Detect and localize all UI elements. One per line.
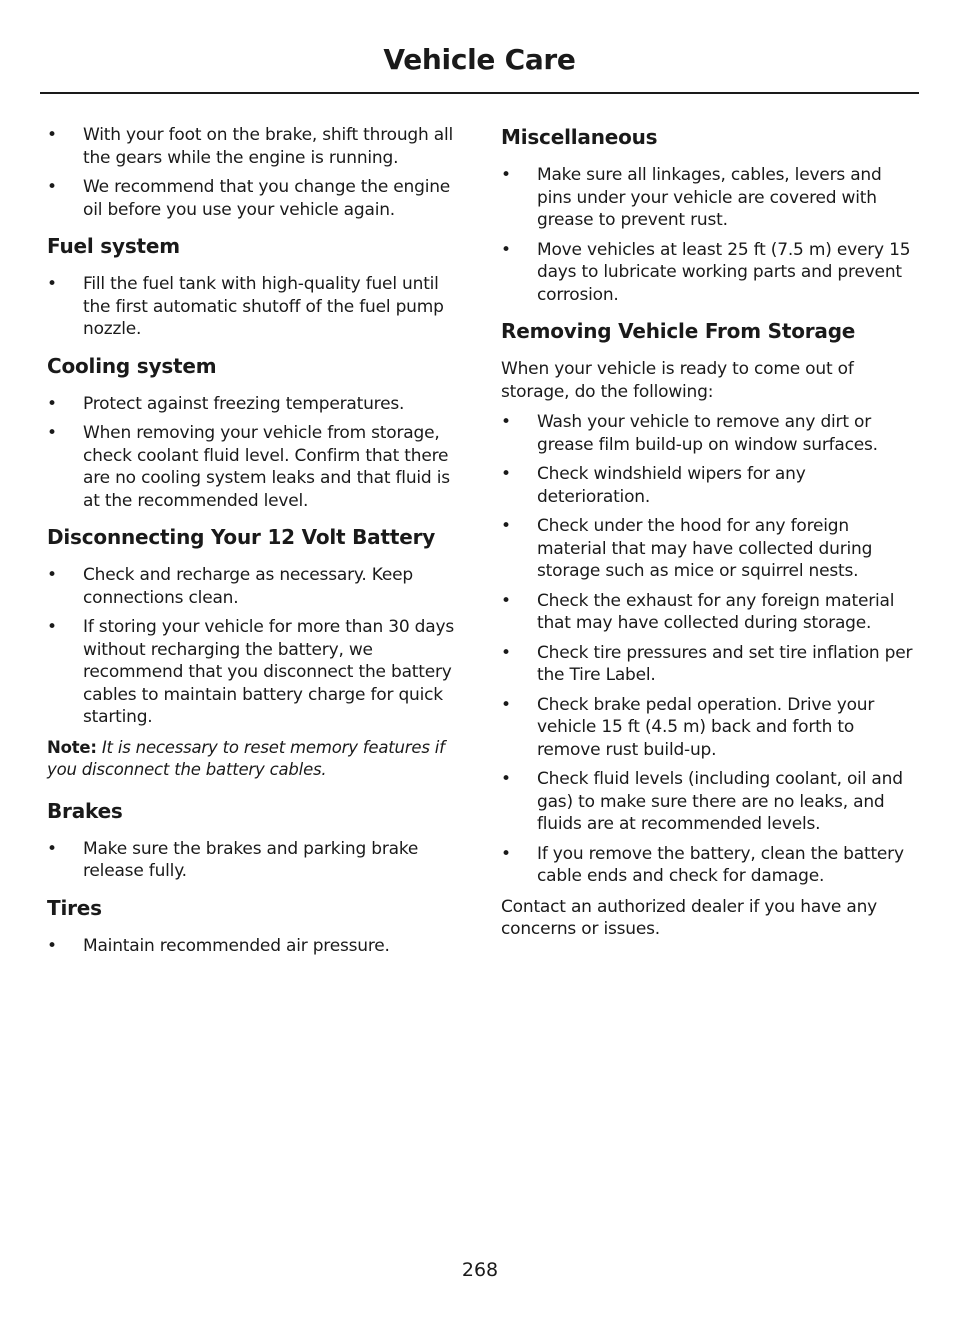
- list-item: • Fill the fuel tank with high-quality fuel until the first automatic shutoff of the fuel pump nozzle.: [47, 274, 444, 339]
- bullet-icon: •: [501, 843, 511, 864]
- removing-section: [501, 318, 915, 941]
- left-column: [47, 124, 462, 969]
- removing-closing: Contact an authorized dealer if you have any concerns or issues.: [501, 896, 878, 939]
- bullet-icon: •: [501, 642, 511, 663]
- bullet-icon: •: [47, 565, 57, 585]
- page-title: Vehicle Care: [383, 43, 576, 76]
- bullet-icon: •: [501, 239, 511, 260]
- list-item: • Move vehicles at least 25 ft (7.5 m) every 15 days to lubricate working parts and prevent corrosion.: [501, 239, 911, 305]
- list-item: • Check and recharge as necessary. Keep connections clean.: [47, 565, 413, 608]
- bullet-icon: •: [501, 165, 511, 185]
- bullet-icon: •: [47, 177, 57, 197]
- list-item: • If storing your vehicle for more than 30 days without recharging the battery, we recommend that you disconnect the battery cables to maintain battery charge for quick starting.: [47, 617, 455, 727]
- bullet-icon: •: [47, 935, 57, 956]
- list-item: • Make sure the brakes and parking brake release fully.: [47, 838, 419, 881]
- right-column: [501, 124, 915, 953]
- intro-section: [47, 124, 462, 221]
- bullet-icon: •: [47, 393, 57, 414]
- bullet-icon: •: [47, 838, 57, 859]
- tires-section: [47, 895, 462, 958]
- tires-bullet-list: [47, 935, 462, 958]
- bullet-icon: •: [47, 617, 57, 637]
- bullet-icon: •: [501, 412, 511, 432]
- list-item: • Check tire pressures and set tire inflation per the Tire Label.: [501, 642, 913, 685]
- list-item: • We recommend that you change the engine oil before you use your vehicle again.: [47, 177, 451, 220]
- section-heading: Brakes: [47, 798, 123, 823]
- list-item: • Check windshield wipers for any deterioration.: [501, 464, 806, 507]
- bullet-icon: •: [501, 516, 511, 536]
- bullet-icon: •: [501, 590, 511, 611]
- battery-section: [47, 524, 462, 782]
- brakes-bullet-list: [47, 838, 462, 883]
- brakes-section: [47, 798, 462, 883]
- cooling-bullet-list: [47, 393, 462, 513]
- list-item: • If you remove the battery, clean the battery cable ends and check for damage.: [501, 843, 904, 886]
- bullet-icon: •: [47, 125, 57, 145]
- removing-bullet-list: [501, 411, 915, 888]
- list-item: • With your foot on the brake, shift through all the gears while the engine is running.: [47, 125, 454, 168]
- fuel-bullet-list: [47, 273, 462, 341]
- section-heading: Tires: [47, 895, 102, 920]
- list-item: • Wash your vehicle to remove any dirt or grease film build-up on window surfaces.: [501, 412, 878, 455]
- list-item: • Maintain recommended air pressure.: [47, 935, 390, 956]
- fuel-section: [47, 233, 462, 341]
- section-heading: Miscellaneous: [501, 125, 658, 149]
- cooling-section: [47, 353, 462, 513]
- bullet-icon: •: [501, 694, 511, 715]
- bullet-icon: •: [501, 769, 511, 789]
- list-item: • Check under the hood for any foreign material that may have collected during storage such as mice or squirrel nests.: [501, 516, 873, 581]
- misc-section: [501, 124, 915, 306]
- misc-bullet-list: [501, 164, 915, 306]
- list-item: • When removing your vehicle from storage, check coolant fluid level. Confirm that there are no cooling system leaks and that fluid is at the recommended level.: [47, 423, 450, 511]
- list-item: • Check the exhaust for any foreign material that may have collected during storage.: [501, 590, 895, 633]
- list-item: • Check fluid levels (including coolant, oil and gas) to make sure there are no leaks, and fluids are at recommended levels.: [501, 769, 903, 834]
- section-heading: Fuel system: [47, 234, 180, 258]
- section-heading: Disconnecting Your 12 Volt Battery: [47, 525, 436, 549]
- removing-intro: When your vehicle is ready to come out of storage, do the following:: [501, 359, 854, 402]
- note-text: It is necessary to reset memory features if you disconnect the battery cables.: [47, 737, 445, 779]
- page-number: 268: [461, 1259, 499, 1281]
- battery-note: [47, 737, 462, 782]
- battery-bullet-list: [47, 564, 462, 729]
- bullet-icon: •: [47, 423, 57, 443]
- bullet-icon: •: [47, 274, 57, 294]
- list-item: • Check brake pedal operation. Drive your vehicle 15 ft (4.5 m) back and forth to remove rust build-up.: [501, 694, 875, 760]
- section-heading: Removing Vehicle From Storage: [501, 319, 856, 343]
- list-item: • Make sure all linkages, cables, levers and pins under your vehicle are covered with grease to prevent rust.: [501, 165, 882, 230]
- section-heading: Cooling system: [47, 353, 217, 378]
- note-label: Note:: [47, 737, 97, 757]
- bullet-icon: •: [501, 464, 511, 484]
- intro-bullet-list: [47, 124, 462, 221]
- list-item: • Protect against freezing temperatures.: [47, 393, 405, 414]
- page-header: [40, 40, 919, 94]
